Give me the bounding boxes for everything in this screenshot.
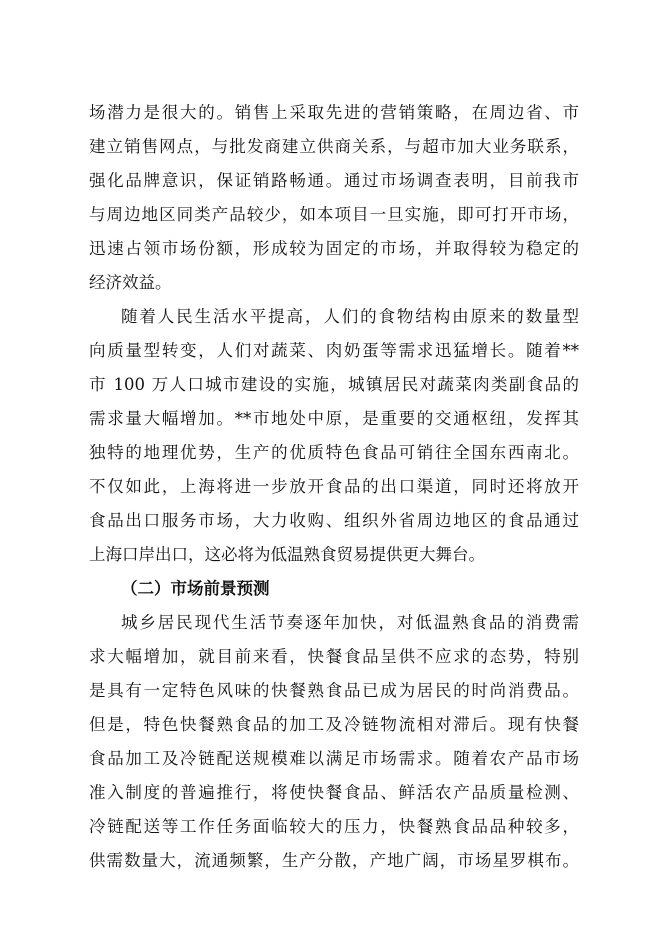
text-line: 建立销售网点，与批发商建立供商关系，与超市加大业务联系， [89, 137, 579, 156]
text-line: 准入制度的普遍推行，将使快餐食品、鲜活农产品质量检测、 [89, 783, 579, 802]
text-line: 但是，特色快餐熟食品的加工及冷链物流相对滞后。现有快餐 [89, 715, 579, 734]
text-line: 向质量型转变，人们对蔬菜、肉奶蛋等需求迅猛增长。随着** [89, 341, 579, 360]
text-line: 供需数量大，流通频繁，生产分散，产地广阔，市场星罗棋布。 [89, 851, 579, 870]
text-line: 食品出口服务市场，大力收购、组织外省周边地区的食品通过 [89, 511, 579, 530]
text-line: 求大幅增加，就目前来看，快餐食品呈供不应求的态势，特别 [89, 647, 579, 666]
text-line: 冷链配送等工作任务面临较大的压力，快餐熟食品品种较多， [89, 817, 579, 836]
text-line: 随着人民生活水平提高，人们的食物结构由原来的数量型 [121, 307, 579, 326]
section-heading: （二）市场前景预测 [121, 579, 270, 598]
text-line: 强化品牌意识，保证销路畅通。通过市场调查表明，目前我市 [89, 171, 579, 190]
text-line: 独特的地理优势，生产的优质特色食品可销往全国东西南北。 [89, 443, 579, 462]
text-line: 是具有一定特色风味的快餐熟食品已成为居民的时尚消费品。 [89, 681, 579, 700]
text-line: 城乡居民现代生活节奏逐年加快，对低温熟食品的消费需 [121, 613, 579, 632]
text-line: 场潜力是很大的。销售上采取先进的营销策略，在周边省、市 [89, 103, 579, 122]
text-line: 不仅如此，上海将进一步放开食品的出口渠道，同时还将放开 [89, 477, 579, 496]
text-line: 经济效益。 [89, 273, 172, 292]
text-line: 上海口岸出口，这必将为低温熟食贸易提供更大舞台。 [89, 545, 485, 564]
text-line: 需求量大幅增加。**市地处中原，是重要的交通枢纽，发挥其 [89, 409, 579, 428]
text-line: 与周边地区同类产品较少，如本项目一旦实施，即可打开市场， [89, 205, 579, 224]
text-line: 市 100 万人口城市建设的实施，城镇居民对蔬菜肉类副食品的 [89, 375, 579, 394]
text-line: 迅速占领市场份额，形成较为固定的市场，并取得较为稳定的 [89, 239, 579, 258]
text-line: 食品加工及冷链配送规模难以满足市场需求。随着农产品市场 [89, 749, 579, 768]
